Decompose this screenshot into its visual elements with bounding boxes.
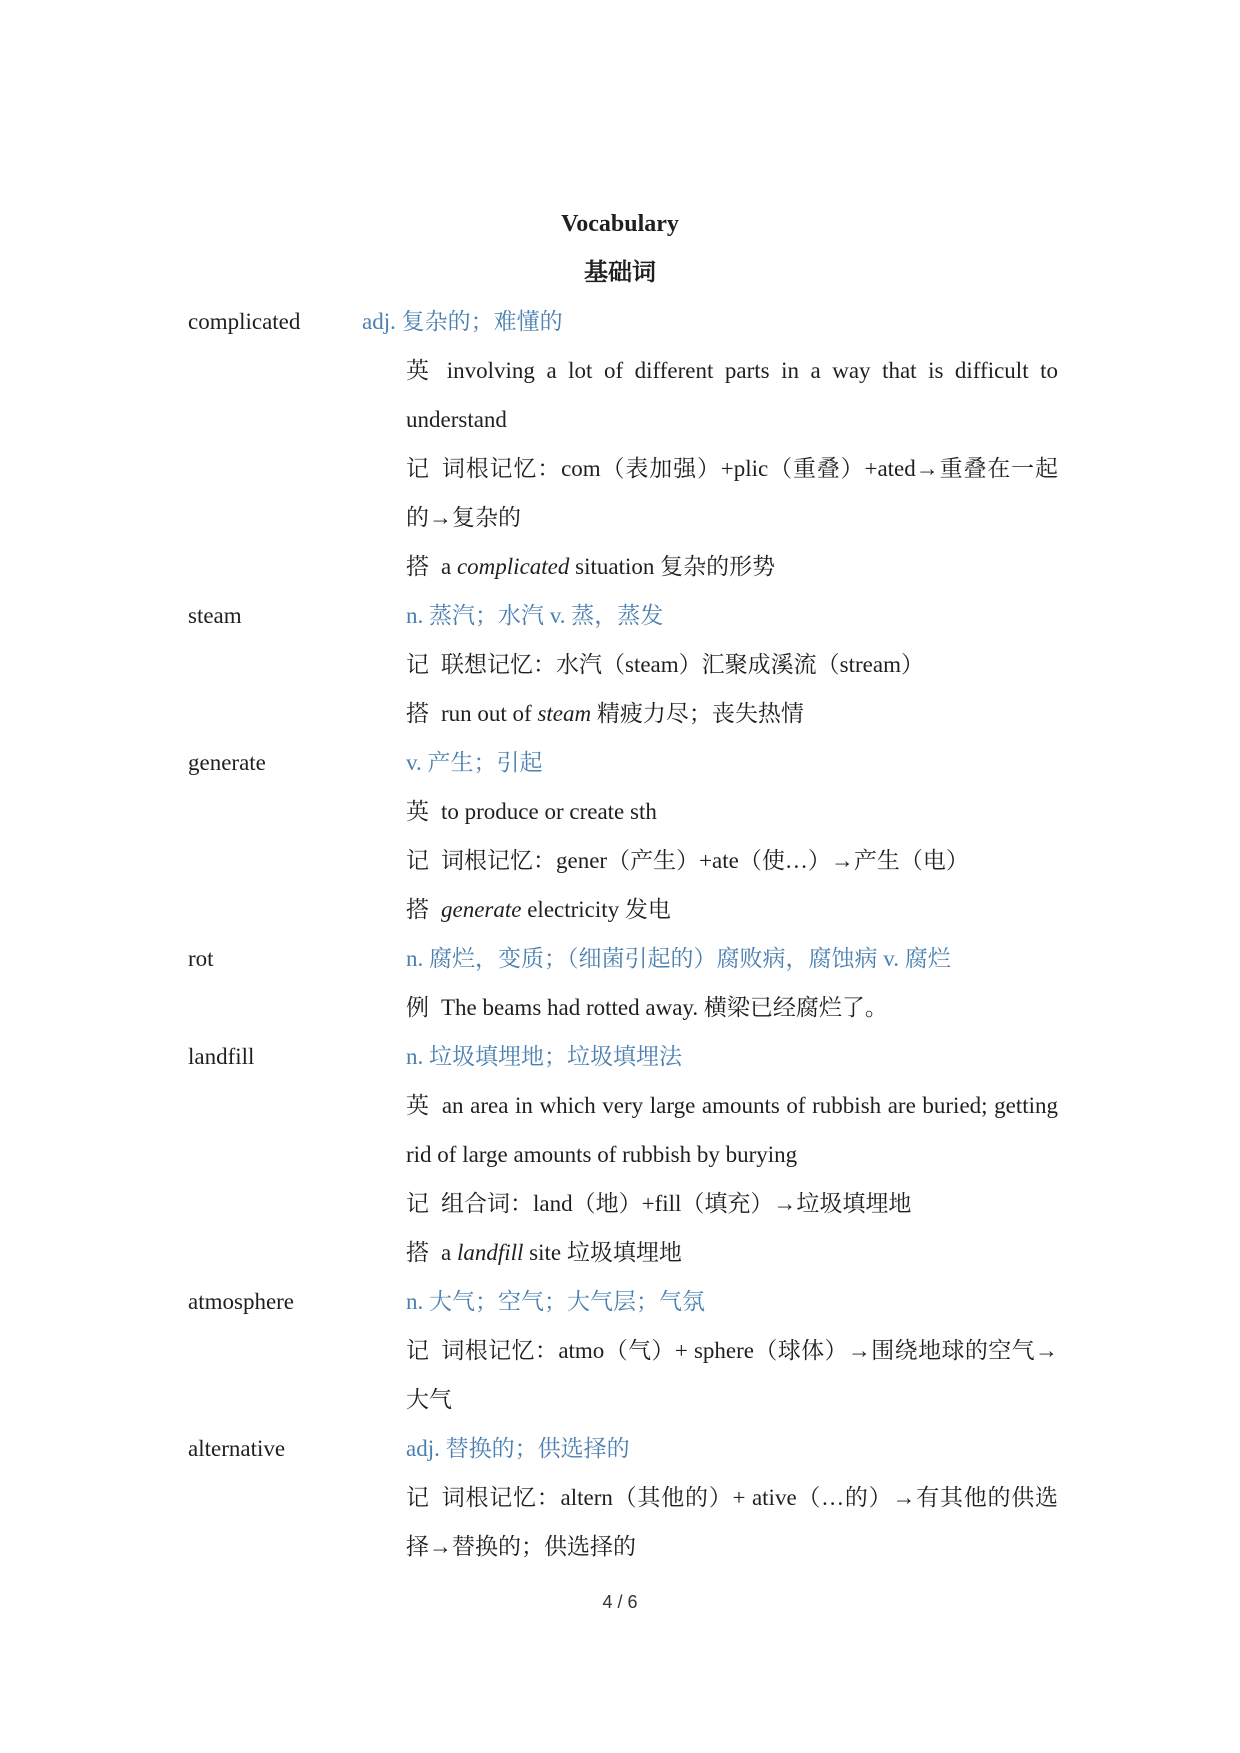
note-tag: 记	[406, 1485, 430, 1510]
headword: landfill	[188, 1044, 255, 1069]
note-tag: 搭	[406, 554, 429, 579]
section-title: 基础词	[584, 260, 656, 286]
note-text: involving a lot of different parts in a way that is difficult to understand	[406, 358, 1058, 432]
page-title: Vocabulary	[561, 211, 679, 237]
headword: alternative	[188, 1436, 286, 1461]
page-number: 4 / 6	[602, 1592, 638, 1612]
note-text: 组合词：land（地）+fill（填充）→垃圾填埋地	[441, 1191, 912, 1216]
note-text: 词根记忆：com（表加强）+plic（重叠）+ated→重叠在一起的→复杂的	[406, 456, 1059, 530]
definition: n. 大气；空气；大气层；气氛	[406, 1289, 705, 1314]
note-tag: 例	[406, 995, 429, 1020]
definition: adj. 替换的；供选择的	[406, 1436, 630, 1461]
note-text: to produce or create sth	[441, 799, 657, 824]
note-text-pre: a	[441, 554, 457, 579]
vocab-entry	[188, 738, 1058, 934]
note-tag: 记	[406, 1338, 430, 1363]
definition: adj. 复杂的；难懂的	[362, 309, 563, 334]
note-text: an area in which very large amounts of rubbish are buried; getting rid of large amounts of rubbish by burying	[406, 1093, 1059, 1167]
entry-note	[406, 1473, 1058, 1571]
entry-note	[406, 787, 1058, 836]
headword: complicated	[188, 309, 301, 334]
entry-note	[406, 542, 1058, 591]
vocab-entry	[188, 297, 1058, 591]
entry-note	[406, 885, 1058, 934]
note-tag: 英	[406, 1093, 430, 1118]
entry-note	[406, 444, 1058, 542]
note-text-pre: a	[441, 1240, 457, 1265]
note-tag: 英	[406, 358, 435, 383]
vocab-entry	[188, 1424, 1058, 1571]
note-keyword: landfill	[456, 1240, 524, 1265]
note-tag: 英	[406, 799, 429, 824]
note-tag: 搭	[406, 701, 429, 726]
definition: v. 产生；引起	[406, 750, 543, 775]
entry-note	[406, 836, 1058, 885]
entry-note	[406, 1228, 1058, 1277]
vocab-entry	[188, 1277, 1058, 1424]
note-tag: 记	[406, 1191, 429, 1216]
note-tag: 记	[406, 652, 429, 677]
entry-note	[406, 640, 1058, 689]
note-keyword: steam	[537, 701, 592, 726]
note-tag: 记	[406, 848, 429, 873]
headword: generate	[188, 750, 266, 775]
note-keyword: complicated	[456, 554, 570, 579]
headword: rot	[188, 946, 214, 971]
vocab-entry	[188, 934, 1058, 1032]
vocab-entry	[188, 1032, 1058, 1277]
headword: atmosphere	[188, 1289, 295, 1314]
headword: steam	[188, 603, 242, 628]
entry-note	[406, 346, 1058, 444]
note-text-post: site 垃圾填埋地	[523, 1240, 682, 1265]
definition: n. 蒸汽；水汽 v. 蒸，蒸发	[406, 603, 664, 628]
note-text-pre: run out of	[441, 701, 538, 726]
entry-note	[406, 1081, 1058, 1179]
note-tag: 记	[406, 456, 430, 481]
note-text: The beams had rotted away. 横梁已经腐烂了。	[441, 995, 888, 1020]
entry-note	[406, 1326, 1058, 1424]
note-text-post: situation 复杂的形势	[569, 554, 776, 579]
entry-note	[406, 689, 1058, 738]
note-tag: 搭	[406, 1240, 429, 1265]
note-text: 词根记忆：gener（产生）+ate（使…）→产生（电）	[441, 848, 969, 873]
entry-note	[406, 1179, 1058, 1228]
note-keyword: generate	[441, 897, 522, 922]
note-tag: 搭	[406, 897, 429, 922]
note-text-post: electricity 发电	[521, 897, 671, 922]
vocab-entry	[188, 591, 1058, 738]
entry-note	[406, 983, 1058, 1032]
note-text: 词根记忆：atmo（气）+ sphere（球体）→围绕地球的空气→大气	[406, 1338, 1058, 1412]
definition: n. 腐烂，变质；（细菌引起的）腐败病，腐蚀病 v. 腐烂	[406, 946, 951, 971]
note-text-post: 精疲力尽；丧失热情	[591, 701, 804, 726]
note-text: 联想记忆：水汽（steam）汇聚成溪流（stream）	[441, 652, 924, 677]
definition: n. 垃圾填埋地；垃圾填埋法	[406, 1044, 682, 1069]
note-text: 词根记忆：altern（其他的）+ ative（…的）→有其他的供选择→替换的；供选择的	[406, 1485, 1059, 1559]
vocabulary-list	[188, 297, 1058, 1571]
